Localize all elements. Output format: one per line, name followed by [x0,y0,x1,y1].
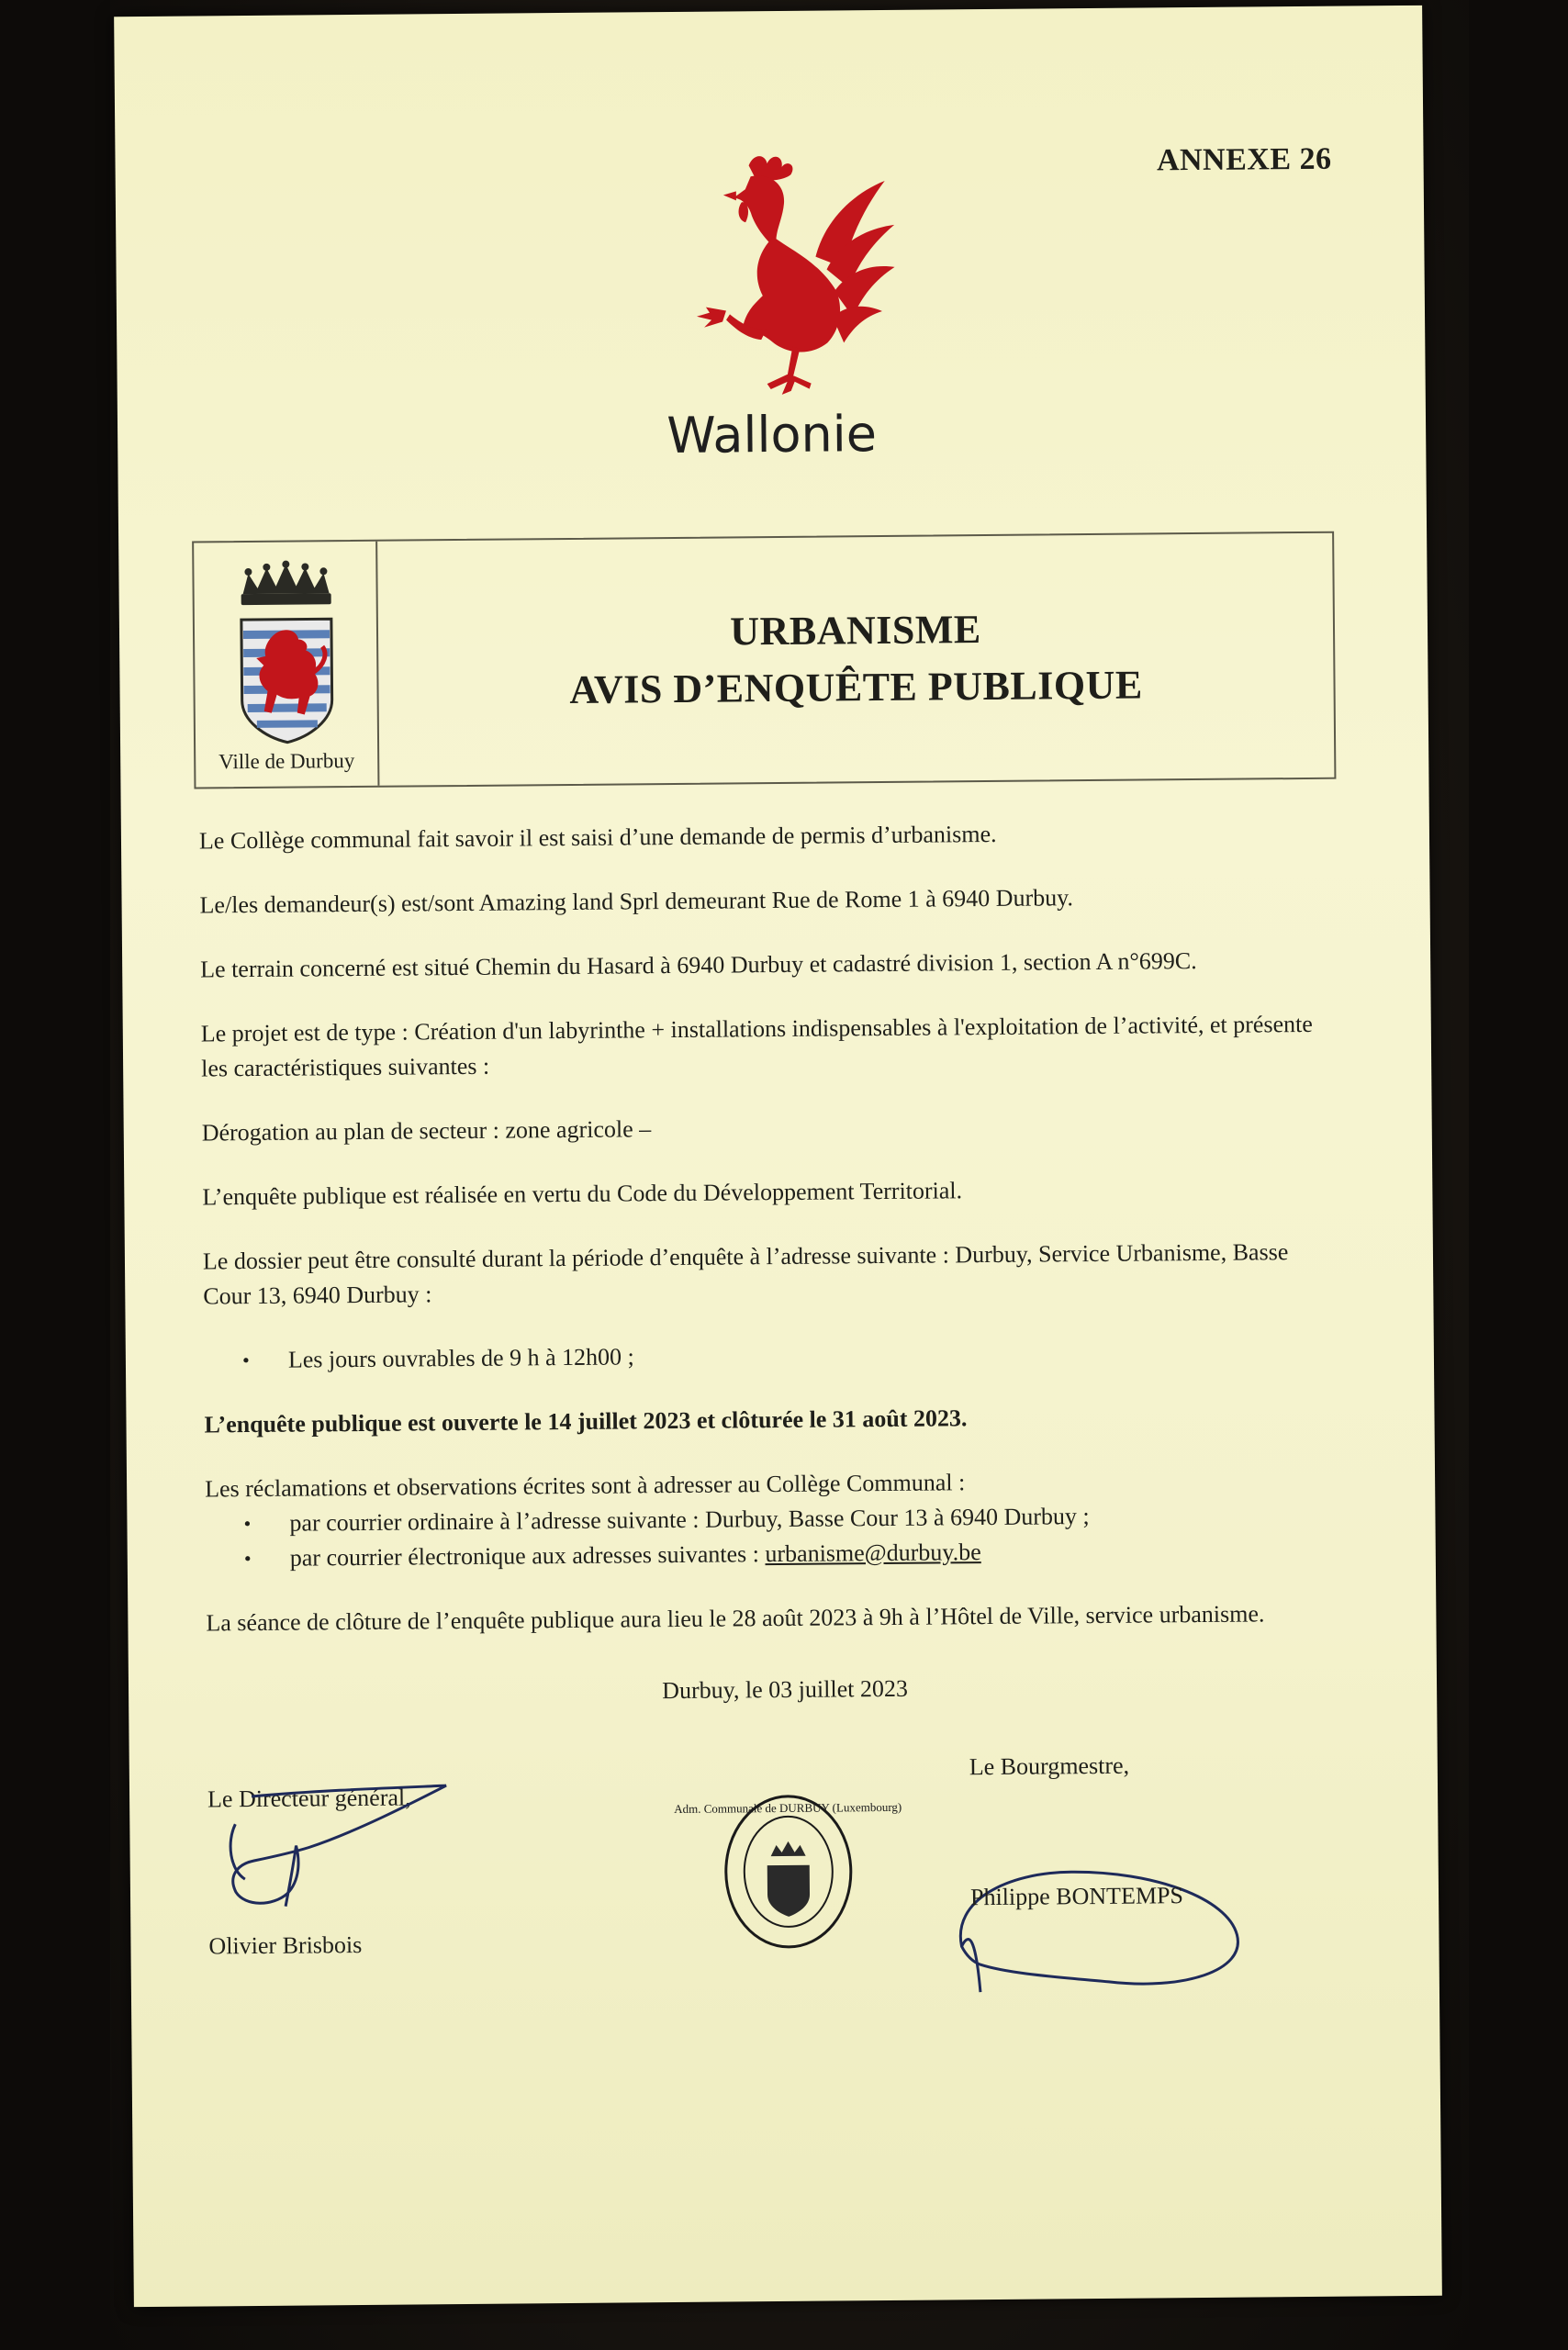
paragraph-consultation-line-1: Le dossier peut être consulté durant la période d’enquête à l’adresse suivante : Durbuy, Service Urbanisme, Basse [202,1238,1289,1275]
bullet-icon: • [241,1348,250,1372]
paragraph-consultation-line-2: Cour 13, 6940 Durbuy : [203,1281,432,1310]
notice-sheet [114,6,1442,2307]
paragraph-project-line-1: Le projet est de type : Création d'un labyrinthe + installations indispensables à l'exploitation de l’activité, et présente [200,1010,1313,1047]
notice-body [199,813,1363,1712]
municipal-seal-icon [674,1791,902,1953]
crest-label: Ville de Durbuy [218,749,355,774]
title-line-1: URBANISME [730,607,981,655]
annexe-label: ANNEXE 26 [1156,141,1332,178]
durbuy-coat-of-arms-icon [235,562,338,746]
paragraph-land: Le terrain concerné est situé Chemin du Hasard à 6940 Durbuy et cadastré division 1, section A n°699C. [200,947,1197,983]
notice-title [377,533,1334,786]
date-line: Durbuy, le 03 juillet 2023 [662,1674,909,1705]
postal-text: par courrier ordinaire à l’adresse suivante : Durbuy, Basse Cour 13 à 6940 Durbuy ; [289,1503,1090,1537]
paragraph-project-line-2: les caractéristiques suivantes : [201,1052,490,1082]
hours-text: Les jours ouvrables de 9 h à 12h00 ; [287,1343,634,1373]
email-link[interactable]: urbanisme@durbuy.be [765,1539,981,1568]
email-prefix: par courrier électronique aux adresses suivantes : [289,1540,760,1572]
director-signature-icon [207,1766,521,1953]
title-line-2: AVIS D’ENQUÊTE PUBLIQUE [569,662,1143,712]
director-label: Le Directeur général, [207,1784,411,1813]
paragraph-derogation: Dérogation au plan de secteur : zone agricole – [201,1115,652,1147]
seal-text: Adm. Communale de DURBUY (Luxembourg) [674,1799,902,1817]
paragraph-enquiry-dates: L’enquête publique est ouverte le 14 juillet 2023 et clôturée le 31 août 2023. [204,1404,968,1438]
paragraph-legal-basis: L’enquête publique est réalisée en vertu du Code du Développement Territorial. [202,1177,963,1211]
paragraph-request: Le Collège communal fait savoir il est saisi d’une demande de permis d’urbanisme. [198,820,997,855]
wallonie-wordmark: Wallonie [666,405,878,465]
notice-header-box [192,532,1336,789]
bullet-icon: • [243,1547,252,1571]
paragraph-closing-session: La séance de clôture de l’enquête publique aura lieu le 28 août 2023 à 9h à l’Hôtel de Ville, service urbanisme. [206,1600,1265,1637]
director-name: Olivier Brisbois [208,1930,363,1960]
mayor-signature-icon [924,1833,1274,2001]
paragraph-complaints: Les réclamations et observations écrites sont à adresser au Collège Communal : [205,1469,966,1503]
bullet-icon: • [243,1512,252,1536]
wallonie-rooster-logo [677,148,899,407]
paragraph-applicant: Le/les demandeur(s) est/sont Amazing land Sprl demeurant Rue de Rome 1 à 6940 Durbuy. [199,884,1074,919]
signature-area [207,1750,1366,1998]
crest-cell [194,542,379,788]
mayor-label: Le Bourgmestre, [969,1751,1130,1781]
mayor-name: Philippe BONTEMPS [969,1882,1184,1911]
